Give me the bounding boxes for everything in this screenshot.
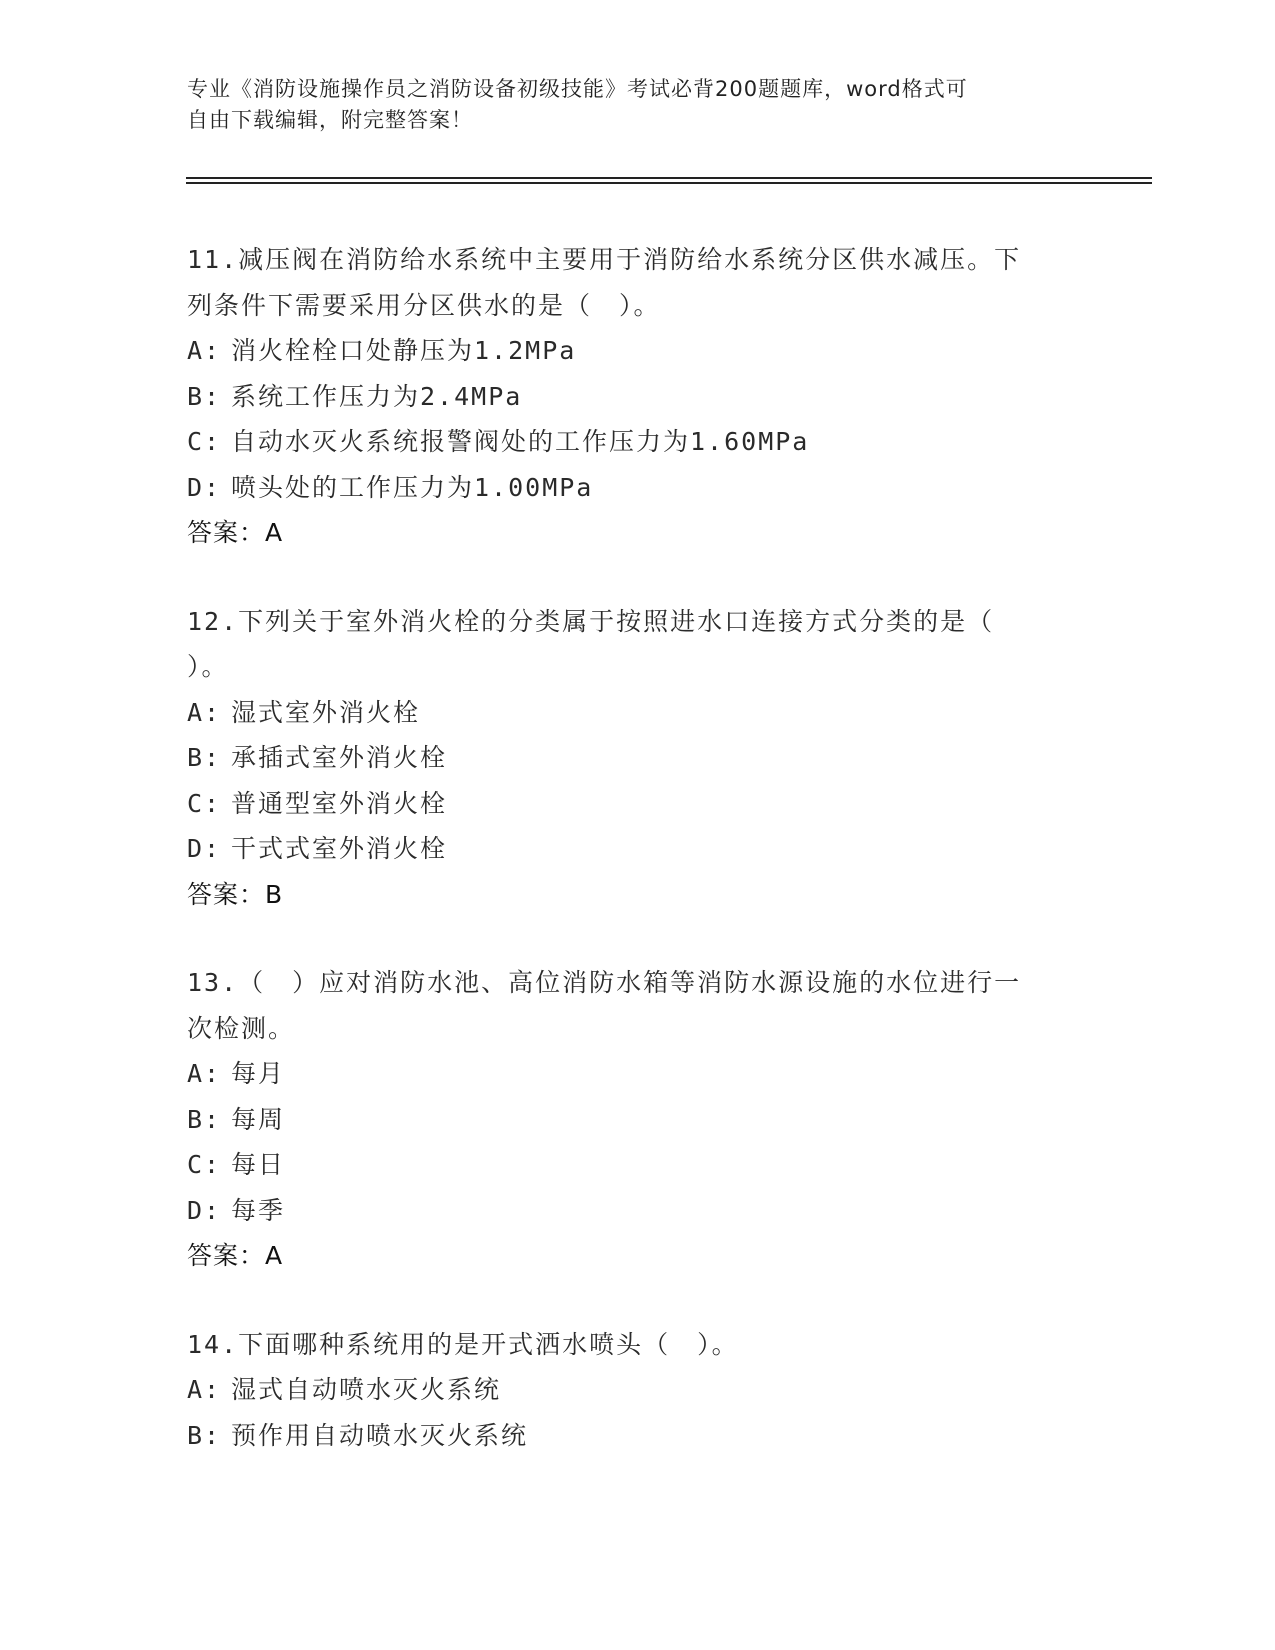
option-text: 普通型室外消火栓 (231, 788, 448, 818)
option-label: B: (187, 743, 222, 772)
header-line-1: 专业《消防设施操作员之消防设备初级技能》考试必背200题题库，word格式可 (187, 77, 968, 101)
option-a (187, 1051, 1087, 1097)
option-b (187, 1413, 1087, 1459)
option-label: A: (187, 1375, 222, 1404)
option-b (187, 374, 1087, 420)
option-label: A: (187, 1059, 222, 1088)
header-divider-top (186, 177, 1152, 179)
answer: 答案：B (187, 879, 284, 909)
option-label: C: (187, 1150, 222, 1179)
option-label: A: (187, 697, 222, 727)
option-text: 湿式自动喷水灭火系统 (231, 1375, 502, 1404)
question-text-line: ）。 (187, 652, 229, 681)
option-c (187, 419, 1087, 465)
question-12 (187, 599, 1087, 918)
option-text: 每周 (231, 1104, 286, 1134)
option-text: 每日 (231, 1150, 286, 1179)
option-text: 湿式室外消火栓 (231, 697, 421, 727)
option-text: 喷头处的工作压力为1.00MPa (231, 472, 594, 502)
option-d (187, 465, 1087, 511)
option-text: 每季 (231, 1195, 286, 1225)
option-text: 预作用自动喷水灭火系统 (231, 1420, 529, 1450)
document-header (187, 74, 1087, 136)
option-label: D: (187, 1195, 222, 1225)
option-label: B: (187, 1104, 222, 1134)
option-c (187, 1142, 1087, 1188)
option-label: B: (187, 381, 222, 411)
option-text: 系统工作压力为2.4MPa (231, 381, 523, 411)
option-text: 每月 (231, 1059, 286, 1088)
question-text-line: 14.下面哪种系统用的是开式洒水喷头（ ）。 (187, 1329, 739, 1359)
option-a (187, 328, 1087, 374)
option-text: 自动水灭火系统报警阀处的工作压力为1.60MPa (231, 427, 810, 456)
question-text-line: 列条件下需要采用分区供水的是（ ）。 (187, 290, 661, 320)
question-14 (187, 1322, 1087, 1459)
option-d (187, 826, 1087, 872)
option-d (187, 1188, 1087, 1234)
question-text-line: 12.下列关于室外消火栓的分类属于按照进水口连接方式分类的是（ (187, 606, 995, 636)
option-label: A: (187, 336, 222, 365)
option-text: 干式式室外消火栓 (231, 834, 448, 863)
option-a (187, 690, 1087, 736)
header-divider-bottom (186, 182, 1152, 184)
option-a (187, 1367, 1087, 1413)
header-line-2: 自由下载编辑，附完整答案！ (187, 108, 473, 132)
question-text-line: 次检测。 (187, 1013, 296, 1043)
option-label: C: (187, 427, 222, 456)
question-text-line: 13.（ ）应对消防水池、高位消防水箱等消防水源设施的水位进行一 (187, 968, 1022, 997)
question-11 (187, 237, 1087, 556)
option-label: D: (187, 834, 222, 863)
option-label: D: (187, 472, 222, 502)
option-c (187, 781, 1087, 827)
option-text: 消火栓栓口处静压为1.2MPa (231, 336, 577, 365)
answer: 答案：A (187, 1241, 284, 1270)
option-b (187, 1097, 1087, 1143)
answer: 答案：A (187, 518, 284, 547)
question-list (187, 237, 1087, 1501)
option-label: C: (187, 788, 222, 818)
question-13 (187, 960, 1087, 1279)
option-label: B: (187, 1420, 222, 1450)
question-text-line: 11.减压阀在消防给水系统中主要用于消防给水系统分区供水减压。下 (187, 245, 1022, 274)
option-text: 承插式室外消火栓 (231, 743, 448, 772)
option-b (187, 735, 1087, 781)
